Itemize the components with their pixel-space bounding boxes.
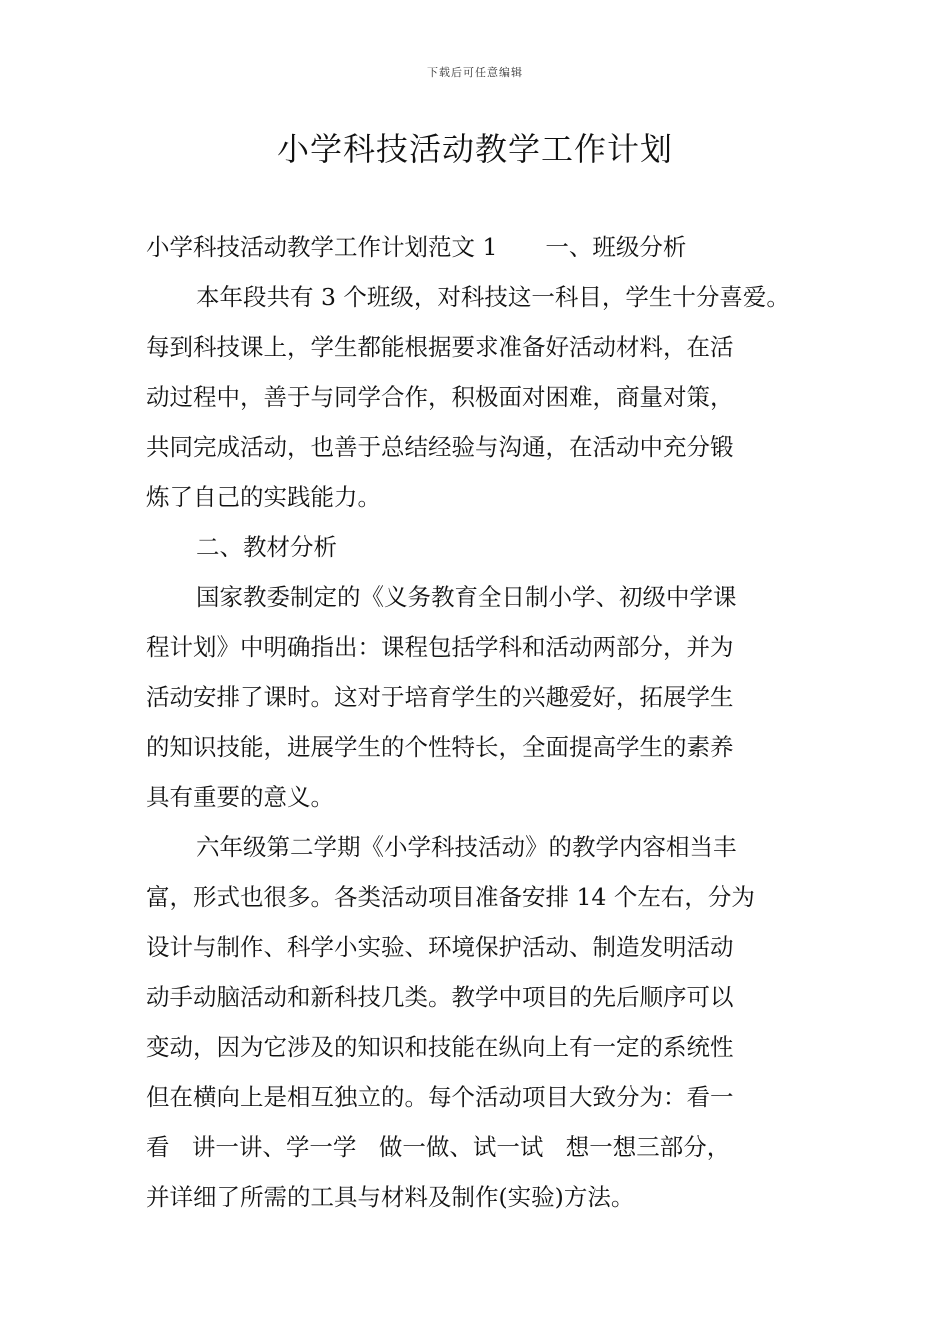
paragraph-line: 程计划》中明确指出：课程包括学科和活动两部分，并为 [146, 633, 734, 661]
paragraph-line: 富，形式也很多。各类活动项目准备安排 14 个左右，分为 [146, 883, 755, 911]
paragraph-line: 动手动脑活动和新科技几类。教学中项目的先后顺序可以 [146, 983, 734, 1011]
paragraph-line: 设计与制作、科学小实验、环境保护活动、制造发明活动 [146, 933, 734, 961]
paragraph-line: 动过程中，善于与同学合作，积极面对困难，商量对策， [146, 383, 734, 411]
paragraph-line: 六年级第二学期《小学科技活动》的教学内容相当丰 [196, 833, 737, 861]
document-body [146, 222, 808, 1222]
intro-line [146, 222, 808, 272]
document-title: 小学科技活动教学工作计划 [276, 130, 673, 168]
paragraph-line: 国家教委制定的《义务教育全日制小学、初级中学课 [196, 583, 737, 611]
paragraph-teaching-content [146, 822, 808, 1222]
paragraph-line: 炼了自己的实践能力。 [146, 483, 381, 511]
paragraph-line: 具有重要的意义。 [146, 783, 334, 811]
section-heading-2: 二、教材分析 [196, 533, 337, 561]
paragraph-line: 看 讲一讲、学一学 做一做、试一试 想一想三部分， [146, 1133, 731, 1161]
paragraph-line: 共同完成活动，也善于总结经验与沟通，在活动中充分锻 [146, 433, 734, 461]
section-heading-1: 一、班级分析 [545, 233, 687, 261]
paragraph-line: 变动，因为它涉及的知识和技能在纵向上有一定的系统性 [146, 1033, 734, 1061]
paragraph-line: 但在横向上是相互独立的。每个活动项目大致分为：看一 [146, 1083, 734, 1111]
paragraph-curriculum-plan [146, 572, 808, 822]
paragraph-line: 本年段共有 3 个班级，对科技这一科目，学生十分喜爱。 [196, 283, 790, 311]
paragraph-line: 并详细了所需的工具与材料及制作(实验)方法。 [146, 1183, 635, 1211]
sample-label: 小学科技活动教学工作计划范文 1 [146, 233, 498, 261]
page-header-note: 下载后可任意编辑 [427, 66, 523, 79]
paragraph-line: 每到科技课上，学生都能根据要求准备好活动材料，在活 [146, 333, 734, 361]
paragraph-class-analysis [146, 272, 808, 522]
paragraph-line: 的知识技能，进展学生的个性特长，全面提高学生的素养 [146, 733, 734, 761]
paragraph-line: 活动安排了课时。这对于培育学生的兴趣爱好，拓展学生 [146, 683, 734, 711]
